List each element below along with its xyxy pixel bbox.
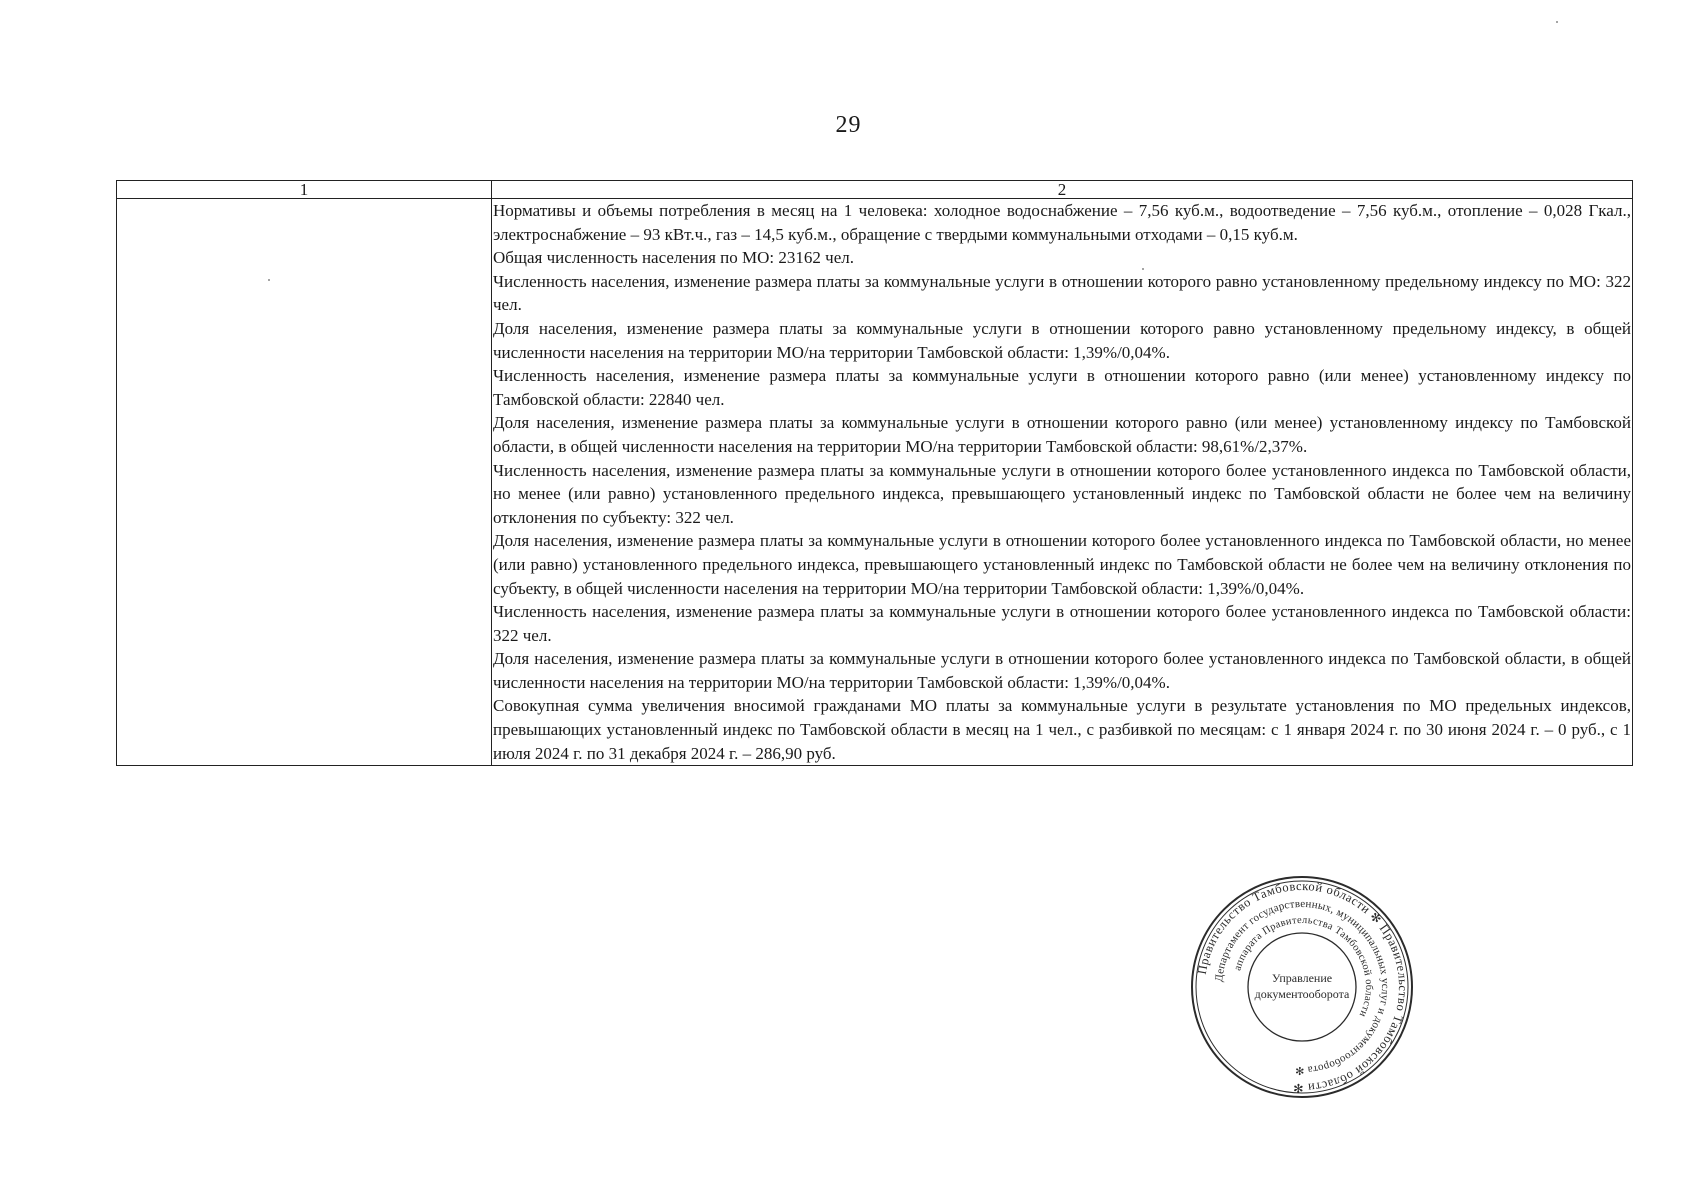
paragraph-population-within-deviation: Численность населения, изменение размера платы за коммунальные услуги в отношении которого более установленного индекса по Тамбовской области, но менее (или равно) установленного предельного индекса, превышающего установленный индекс по Тамбовской области не более чем на величину отклонения по субъекту: 322 чел. <box>493 460 1631 527</box>
paragraph-consumption-norms: Нормативы и объемы потребления в месяц на 1 человека: холодное водоснабжение – 7,56 куб.м., водоотведение – 7,56 куб.м., отопление – 0,028 Гкал., электроснабжение – 93 кВт.ч., газ – 14,5 куб.м., обращение с твердыми коммунальными отходами – 0,15 куб.м. <box>493 201 1631 244</box>
row-label-cell <box>117 199 492 766</box>
paragraph-share-above-index: Доля населения, изменение размера платы за коммунальные услуги в отношении которого более установленного индекса по Тамбовской области, в общей численности населения на территории МО/на территории Тамбовской области: 1,39%/0,04%. <box>493 649 1631 692</box>
paragraph-total-population: Общая численность населения по МО: 23162 чел. <box>493 248 854 268</box>
row-content-cell <box>492 199 1633 766</box>
paragraph-share-regional-index: Доля населения, изменение размера платы за коммунальные услуги в отношении которого равно (или менее) установленному индексу по Тамбовской области, в общей численности населения на территории МО/на территории Тамбовской области: 98,61%/2,37%. <box>493 413 1631 456</box>
scan-speck <box>1142 268 1144 270</box>
paragraph-share-within-deviation: Доля населения, изменение размера платы за коммунальные услуги в отношении которого более установленного индекса по Тамбовской области, но менее (или равно) установленного предельного индекса, превышающего установленный индекс по Тамбовской области не более чем на величину отклонения по субъекту, в общей численности населения на территории МО/на территории Тамбовской области: 1,39%/0,04%. <box>493 531 1631 598</box>
stamp-outer-text: Правительство Тамбовской области ✻ Правительство Тамбовской области ✻ <box>1194 878 1411 1096</box>
paragraph-population-regional-index: Численность населения, изменение размера платы за коммунальные услуги в отношении которого равно (или менее) установленному индексу по Тамбовской области: 22840 чел. <box>493 366 1631 409</box>
stamp-inner-text: аппарата Правительства Тамбовской области <box>1232 914 1375 1019</box>
document-table <box>116 180 1633 766</box>
stamp-center-line-2: документооборота <box>1254 987 1350 1001</box>
official-stamp <box>1189 874 1415 1100</box>
table-header-row <box>117 181 1633 199</box>
column-header-1: 1 <box>117 181 492 199</box>
paragraph-share-equal-limit: Доля населения, изменение размера платы за коммунальные услуги в отношении которого равно установленному предельному индексу, в общей численности населения на территории МО/на территории Тамбовской области: 1,39%/0,04%. <box>493 318 1631 362</box>
page-number: 29 <box>835 112 862 138</box>
paragraph-population-equal-limit: Численность населения, изменение размера платы за коммунальные услуги в отношении которого равно установленному предельному индексу по МО: 322 чел. <box>493 271 1631 315</box>
stamp-center-line-1: Управление <box>1271 971 1333 985</box>
column-header-2: 2 <box>492 181 1633 199</box>
table-row <box>117 199 1633 766</box>
paragraph-total-increase: Совокупная сумма увеличения вносимой гражданами МО платы за коммунальные услуги в результате установления по МО предельных индексов, превышающих установленный индекс по Тамбовской области в месяц на 1 чел., с разбивкой по месяцам: с 1 января 2024 г. по 30 июня 2024 г. – 0 руб., с 1 июля 2024 г. по 31 декабря 2024 г. – 286,90 руб. <box>493 696 1631 763</box>
paragraph-population-above-index: Численность населения, изменение размера платы за коммунальные услуги в отношении которого более установленного индекса по Тамбовской области: 322 чел. <box>493 602 1631 645</box>
stamp-middle-text: Департамент государственных, муниципальных услуг и документооборота ✻ <box>1213 897 1392 1077</box>
scan-speck <box>1556 21 1558 23</box>
scan-speck <box>268 279 270 281</box>
